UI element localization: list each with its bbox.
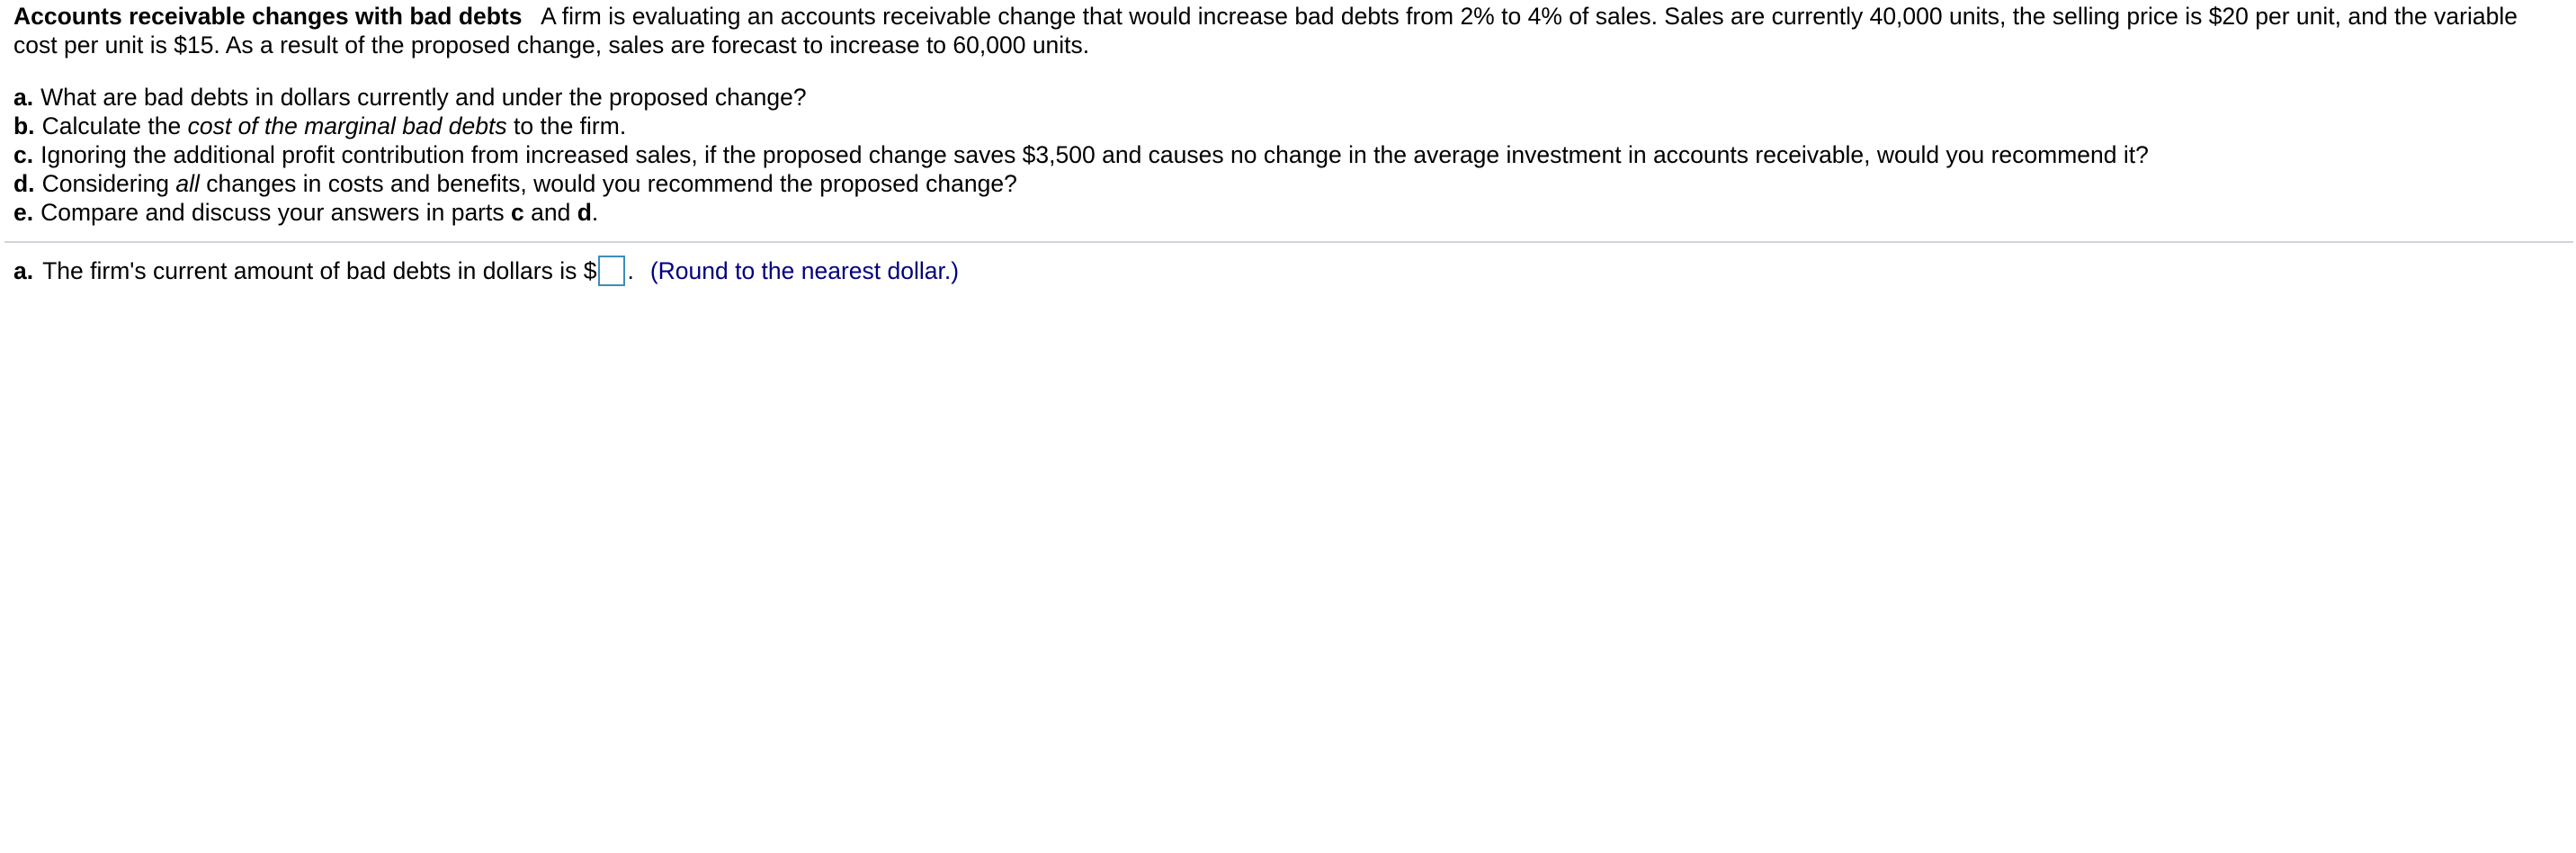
part-letter: b. (13, 112, 35, 139)
part-text: What are bad debts in dollars currently and under the proposed change? (40, 84, 807, 111)
answer-letter: a. (13, 257, 34, 284)
question-part-b (13, 112, 2559, 140)
part-text: Considering (41, 170, 176, 197)
part-text: Ignoring the additional profit contribution from increased sales, if the proposed change saves $3,500 and causes no change in the average investment in accounts receivable, would you recommend it? (40, 141, 2149, 168)
part-letter: a. (13, 84, 34, 111)
question-part-d (13, 169, 2559, 198)
part-letter: e. (13, 199, 34, 226)
part-text: and (523, 199, 577, 226)
part-text-italic: cost of the marginal bad debts (187, 112, 507, 139)
problem-statement (13, 2, 2559, 227)
problem-intro-text: A firm is evaluating an accounts receivable change that would increase bad debts from 2% to 4% of sales. Sales are currently 40,000 units, the selling price is $20 per unit, and the variable cost per unit is $15. As a result of the proposed change, sales are forecast to increase to 60,000 units. (13, 3, 2518, 58)
part-text: Compare and discuss your answers in parts (40, 199, 511, 226)
answer-prompt: The firm's current amount of bad debts in dollars is $ (42, 257, 597, 284)
answer-period: . (627, 257, 634, 284)
rounding-hint: (Round to the nearest dollar.) (649, 257, 960, 284)
part-letter: d. (13, 170, 35, 197)
part-letter: c. (13, 141, 34, 168)
answer-row-a (13, 256, 959, 286)
part-text-italic: all (175, 170, 200, 197)
part-text: Calculate the (41, 112, 188, 139)
current-bad-debts-input[interactable] (598, 256, 625, 286)
part-text: to the firm. (506, 112, 627, 139)
question-part-a (13, 83, 2559, 112)
problem-intro (13, 2, 2559, 59)
problem-title: Accounts receivable changes with bad debts (13, 3, 523, 30)
section-divider (4, 241, 2573, 243)
part-ref-c: c (510, 199, 524, 226)
part-text: . (591, 199, 599, 226)
question-part-c (13, 140, 2559, 169)
question-parts-list (13, 83, 2559, 227)
part-ref-d: d (577, 199, 592, 226)
part-text: changes in costs and benefits, would you recommend the proposed change? (199, 170, 1017, 197)
question-part-e (13, 198, 2559, 227)
